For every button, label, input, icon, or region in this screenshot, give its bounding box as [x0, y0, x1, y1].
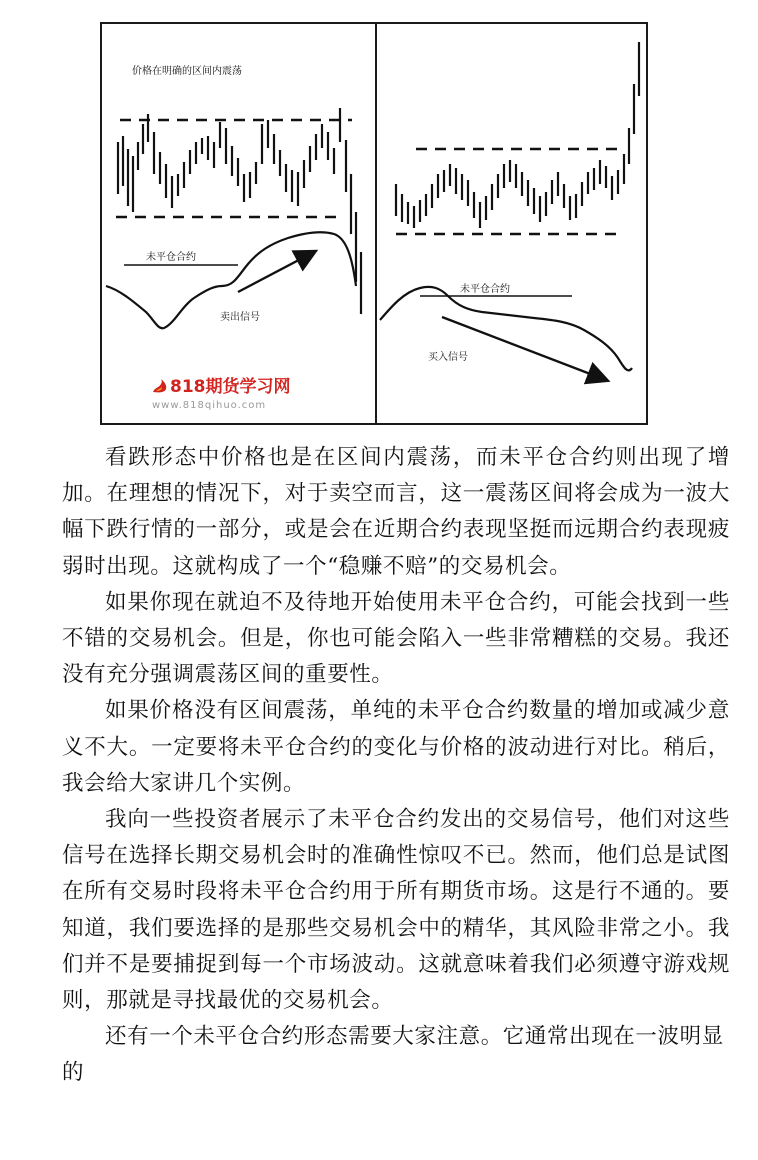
flame-icon — [152, 378, 168, 392]
left-price-bars — [118, 108, 361, 314]
left-panel-title: 价格在明确的区间内震荡 — [132, 66, 242, 77]
paragraph-4: 我向一些投资者展示了未平仓合约发出的交易信号，他们对这些信号在选择长期交易机会时的准确性惊叹不已。然而，他们总是试图在所有交易时段将未平仓合约用于所有期货市场。这是行不通的。要知道，我们要选择的是那些交易机会中的精华，其风险非常之小。我们并不是要捕捉到每一个市场波动。这就意味着我们必须遵守游戏规则，那就是寻找最优的交易机会。 — [62, 807, 730, 1014]
panel-divider — [375, 24, 377, 423]
paragraph-3: 如果价格没有区间震荡，单纯的未平仓合约数量的增加或减少意义不大。一定要将未平仓合约的变化与价格的波动进行对比。稍后，我会给大家讲几个实例。 — [62, 698, 730, 796]
left-oi-label: 未平仓合约 — [146, 252, 196, 263]
left-sell-arrow — [238, 252, 314, 292]
site-watermark — [152, 372, 352, 411]
watermark-logo — [152, 372, 352, 397]
right-oi-label: 未平仓合约 — [460, 284, 510, 295]
watermark-url: www.818qihuo.com — [152, 400, 267, 411]
watermark-logo-text: 818期货学习网 — [170, 377, 291, 397]
right-price-bars — [396, 42, 639, 228]
paragraph-2: 如果你现在就迫不及待地开始使用未平仓合约，可能会找到一些不错的交易机会。但是，你也可能会陷入一些非常糟糕的交易。我还没有充分强调震荡区间的重要性。 — [62, 589, 730, 688]
figure-drawing — [102, 24, 646, 423]
paragraph-5: 还有一个未平仓合约形态需要大家注意。它通常出现在一波明显的 — [62, 1024, 724, 1086]
body-text — [62, 440, 730, 1092]
left-sell-signal-label: 卖出信号 — [220, 312, 260, 323]
right-open-interest-curve — [380, 287, 632, 371]
paragraph-1: 看跌形态中价格也是在区间内震荡，而未平仓合约则出现了增加。在理想的情况下，对于卖空而言，这一震荡区间将会成为一波大幅下跌行情的一部分，或是会在近期合约表现坚挺而远期合约表现疲弱时出现。这就构成了一个“稳赚不赔”的交易机会。 — [62, 445, 730, 579]
chart-figure — [100, 22, 648, 425]
right-buy-signal-label: 买入信号 — [428, 352, 468, 363]
